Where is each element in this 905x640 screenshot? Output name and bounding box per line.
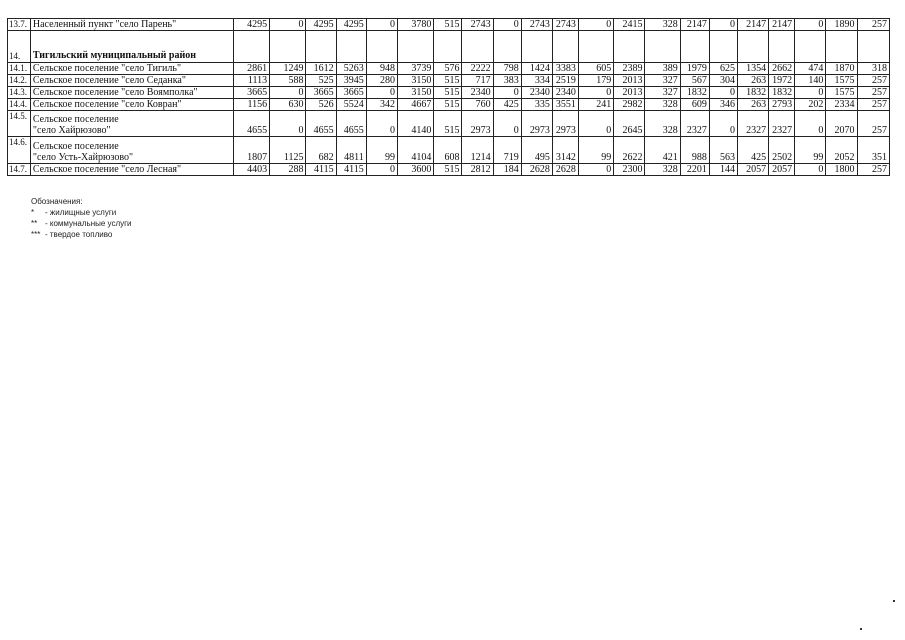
value-cell: 2861	[233, 63, 269, 75]
value-cell: 2973	[552, 111, 578, 137]
value-cell: 1575	[826, 87, 857, 99]
value-cell: 0	[795, 111, 826, 137]
value-cell: 3665	[306, 87, 336, 99]
value-cell: 2300	[614, 164, 645, 176]
value-cell: 334	[521, 75, 552, 87]
value-cell: 625	[709, 63, 737, 75]
value-cell: 2340	[521, 87, 552, 99]
value-cell: 2013	[614, 75, 645, 87]
empty-cell	[306, 31, 336, 63]
row-number: 14.1.	[8, 63, 31, 75]
legend-symbol: *	[31, 208, 35, 217]
value-cell: 140	[795, 75, 826, 87]
scan-dot-mark	[860, 628, 862, 630]
value-cell: 342	[366, 99, 397, 111]
value-cell: 4655	[336, 111, 366, 137]
value-cell: 2982	[614, 99, 645, 111]
value-cell: 608	[434, 137, 462, 164]
value-cell: 2662	[769, 63, 795, 75]
value-cell: 2052	[826, 137, 857, 164]
value-cell: 0	[493, 111, 521, 137]
value-cell: 515	[434, 164, 462, 176]
value-cell: 2340	[462, 87, 493, 99]
value-cell: 0	[270, 111, 306, 137]
settlement-name-line: Населенный пункт "село Парень"	[32, 19, 177, 30]
value-cell: 2147	[737, 19, 768, 31]
empty-cell	[857, 31, 889, 63]
legend-text: - коммунальные услуги	[45, 219, 132, 228]
value-cell: 263	[737, 75, 768, 87]
value-cell: 328	[645, 164, 680, 176]
value-cell: 5524	[336, 99, 366, 111]
value-cell: 1807	[233, 137, 269, 164]
value-cell: 99	[795, 137, 826, 164]
data-table	[7, 18, 890, 176]
empty-cell	[366, 31, 397, 63]
value-cell: 4104	[397, 137, 433, 164]
value-cell: 2415	[614, 19, 645, 31]
value-cell: 2389	[614, 63, 645, 75]
value-cell: 421	[645, 137, 680, 164]
value-cell: 3945	[336, 75, 366, 87]
value-cell: 588	[270, 75, 306, 87]
table-row	[8, 19, 890, 31]
legend-text: - твердое топливо	[45, 230, 113, 239]
scan-dot-mark	[893, 600, 895, 602]
value-cell: 948	[366, 63, 397, 75]
value-cell: 2057	[737, 164, 768, 176]
legend-symbol: **	[31, 219, 38, 228]
row-number: 14.7.	[8, 164, 31, 176]
value-cell: 5263	[336, 63, 366, 75]
value-cell: 563	[709, 137, 737, 164]
table-row	[8, 87, 890, 99]
value-cell: 1575	[826, 75, 857, 87]
table-row	[8, 99, 890, 111]
value-cell: 1156	[233, 99, 269, 111]
value-cell: 1214	[462, 137, 493, 164]
value-cell: 2340	[552, 87, 578, 99]
value-cell: 1832	[680, 87, 709, 99]
settlement-name-cell	[30, 164, 233, 176]
value-cell: 346	[709, 99, 737, 111]
legend-item-solid-fuel	[31, 229, 132, 240]
row-number: 14.6.	[8, 137, 31, 164]
value-cell: 0	[578, 87, 613, 99]
value-cell: 605	[578, 63, 613, 75]
table-body	[8, 19, 890, 176]
settlement-name-line: Сельское поселение	[32, 114, 119, 125]
value-cell: 2793	[769, 99, 795, 111]
value-cell: 2334	[826, 99, 857, 111]
value-cell: 717	[462, 75, 493, 87]
value-cell: 4811	[336, 137, 366, 164]
value-cell: 2057	[769, 164, 795, 176]
value-cell: 280	[366, 75, 397, 87]
settlement-name-line: "село Хайрюзово"	[32, 125, 111, 136]
settlement-name-line: "село Усть-Хайрюзово"	[32, 152, 134, 163]
row-number: 14.	[8, 31, 31, 63]
value-cell: 515	[434, 87, 462, 99]
value-cell: 0	[795, 19, 826, 31]
value-cell: 327	[645, 87, 680, 99]
value-cell: 257	[857, 75, 889, 87]
table-row	[8, 75, 890, 87]
settlement-name-cell	[30, 75, 233, 87]
value-cell: 3142	[552, 137, 578, 164]
value-cell: 144	[709, 164, 737, 176]
value-cell: 0	[709, 111, 737, 137]
value-cell: 0	[709, 87, 737, 99]
value-cell: 257	[857, 99, 889, 111]
value-cell: 263	[737, 99, 768, 111]
value-cell: 0	[709, 19, 737, 31]
table-row	[8, 111, 890, 137]
value-cell: 425	[493, 99, 521, 111]
settlement-name-line: Сельское поселение "село Лесная"	[32, 164, 182, 175]
value-cell: 328	[645, 99, 680, 111]
value-cell: 288	[270, 164, 306, 176]
value-cell: 4295	[233, 19, 269, 31]
value-cell: 798	[493, 63, 521, 75]
value-cell: 576	[434, 63, 462, 75]
value-cell: 0	[795, 87, 826, 99]
empty-cell	[769, 31, 795, 63]
settlement-name-cell	[30, 137, 233, 164]
value-cell: 630	[270, 99, 306, 111]
value-cell: 3665	[233, 87, 269, 99]
value-cell: 1890	[826, 19, 857, 31]
table-row	[8, 137, 890, 164]
value-cell: 4667	[397, 99, 433, 111]
value-cell: 257	[857, 19, 889, 31]
empty-cell	[614, 31, 645, 63]
value-cell: 2743	[521, 19, 552, 31]
value-cell: 304	[709, 75, 737, 87]
value-cell: 3600	[397, 164, 433, 176]
settlement-name-cell	[30, 99, 233, 111]
settlement-name-line: Сельское поселение "село Ковран"	[32, 99, 182, 110]
empty-cell	[521, 31, 552, 63]
value-cell: 495	[521, 137, 552, 164]
value-cell: 3780	[397, 19, 433, 31]
row-number: 14.3.	[8, 87, 31, 99]
value-cell: 1354	[737, 63, 768, 75]
value-cell: 2222	[462, 63, 493, 75]
legend-item-housing	[31, 207, 132, 218]
value-cell: 760	[462, 99, 493, 111]
value-cell: 0	[578, 19, 613, 31]
value-cell: 328	[645, 111, 680, 137]
value-cell: 389	[645, 63, 680, 75]
row-number: 13.7.	[8, 19, 31, 31]
value-cell: 202	[795, 99, 826, 111]
value-cell: 609	[680, 99, 709, 111]
legend	[31, 196, 132, 240]
value-cell: 2743	[462, 19, 493, 31]
value-cell: 0	[795, 164, 826, 176]
value-cell: 179	[578, 75, 613, 87]
value-cell: 99	[366, 137, 397, 164]
value-cell: 2973	[521, 111, 552, 137]
value-cell: 1832	[737, 87, 768, 99]
value-cell: 383	[493, 75, 521, 87]
settlement-name-line: Сельское поселение "село Тигиль"	[32, 63, 182, 74]
empty-cell	[493, 31, 521, 63]
empty-cell	[233, 31, 269, 63]
empty-cell	[737, 31, 768, 63]
settlement-name-cell	[30, 31, 233, 63]
value-cell: 2628	[521, 164, 552, 176]
value-cell: 474	[795, 63, 826, 75]
value-cell: 1113	[233, 75, 269, 87]
value-cell: 1832	[769, 87, 795, 99]
value-cell: 988	[680, 137, 709, 164]
value-cell: 328	[645, 19, 680, 31]
empty-cell	[709, 31, 737, 63]
value-cell: 525	[306, 75, 336, 87]
district-name: Тигильский муниципальный район	[32, 50, 197, 61]
value-cell: 0	[366, 19, 397, 31]
value-cell: 241	[578, 99, 613, 111]
legend-text: - жилищные услуги	[45, 208, 117, 217]
value-cell: 0	[270, 19, 306, 31]
value-cell: 2743	[552, 19, 578, 31]
value-cell: 184	[493, 164, 521, 176]
value-cell: 2327	[680, 111, 709, 137]
value-cell: 4295	[306, 19, 336, 31]
district-header-row	[8, 31, 890, 63]
value-cell: 335	[521, 99, 552, 111]
empty-cell	[462, 31, 493, 63]
value-cell: 515	[434, 75, 462, 87]
empty-cell	[578, 31, 613, 63]
settlement-name-cell	[30, 111, 233, 137]
value-cell: 0	[578, 164, 613, 176]
value-cell: 425	[737, 137, 768, 164]
value-cell: 3739	[397, 63, 433, 75]
value-cell: 4115	[306, 164, 336, 176]
row-number: 14.2.	[8, 75, 31, 87]
value-cell: 2973	[462, 111, 493, 137]
value-cell: 526	[306, 99, 336, 111]
value-cell: 1424	[521, 63, 552, 75]
value-cell: 0	[366, 87, 397, 99]
value-cell: 1800	[826, 164, 857, 176]
value-cell: 2327	[769, 111, 795, 137]
value-cell: 515	[434, 111, 462, 137]
value-cell: 2622	[614, 137, 645, 164]
value-cell: 2013	[614, 87, 645, 99]
settlement-name-cell	[30, 87, 233, 99]
value-cell: 4655	[306, 111, 336, 137]
value-cell: 2147	[769, 19, 795, 31]
value-cell: 257	[857, 111, 889, 137]
value-cell: 2628	[552, 164, 578, 176]
value-cell: 0	[366, 111, 397, 137]
settlement-name-line: Сельское поселение	[32, 141, 119, 152]
table-row	[8, 63, 890, 75]
data-sheet	[7, 18, 890, 176]
value-cell: 2201	[680, 164, 709, 176]
value-cell: 4115	[336, 164, 366, 176]
settlement-name-cell	[30, 63, 233, 75]
value-cell: 1125	[270, 137, 306, 164]
value-cell: 1612	[306, 63, 336, 75]
value-cell: 0	[578, 111, 613, 137]
row-number: 14.4.	[8, 99, 31, 111]
empty-cell	[336, 31, 366, 63]
legend-title: Обозначения:	[31, 197, 83, 206]
value-cell: 2327	[737, 111, 768, 137]
settlement-name-line: Сельское поселение "село Воямполка"	[32, 87, 198, 98]
value-cell: 682	[306, 137, 336, 164]
value-cell: 1870	[826, 63, 857, 75]
value-cell: 1979	[680, 63, 709, 75]
value-cell: 3383	[552, 63, 578, 75]
settlement-name-line: Сельское поселение "село Седанка"	[32, 75, 186, 86]
empty-cell	[680, 31, 709, 63]
value-cell: 4295	[336, 19, 366, 31]
value-cell: 318	[857, 63, 889, 75]
value-cell: 2645	[614, 111, 645, 137]
legend-symbol: ***	[31, 230, 41, 239]
empty-cell	[645, 31, 680, 63]
value-cell: 4655	[233, 111, 269, 137]
empty-cell	[397, 31, 433, 63]
value-cell: 4140	[397, 111, 433, 137]
value-cell: 2519	[552, 75, 578, 87]
settlement-name-cell	[30, 19, 233, 31]
value-cell: 2502	[769, 137, 795, 164]
value-cell: 4403	[233, 164, 269, 176]
value-cell: 257	[857, 87, 889, 99]
value-cell: 3150	[397, 75, 433, 87]
value-cell: 515	[434, 99, 462, 111]
value-cell: 0	[493, 19, 521, 31]
value-cell: 99	[578, 137, 613, 164]
value-cell: 1972	[769, 75, 795, 87]
value-cell: 2812	[462, 164, 493, 176]
value-cell: 2070	[826, 111, 857, 137]
value-cell: 0	[493, 87, 521, 99]
value-cell: 567	[680, 75, 709, 87]
value-cell: 3551	[552, 99, 578, 111]
value-cell: 327	[645, 75, 680, 87]
empty-cell	[795, 31, 826, 63]
empty-cell	[826, 31, 857, 63]
empty-cell	[434, 31, 462, 63]
legend-item-utilities	[31, 218, 132, 229]
value-cell: 0	[270, 87, 306, 99]
value-cell: 3665	[336, 87, 366, 99]
value-cell: 257	[857, 164, 889, 176]
table-row	[8, 164, 890, 176]
value-cell: 719	[493, 137, 521, 164]
value-cell: 351	[857, 137, 889, 164]
value-cell: 1249	[270, 63, 306, 75]
value-cell: 2147	[680, 19, 709, 31]
row-number: 14.5.	[8, 111, 31, 137]
value-cell: 0	[366, 164, 397, 176]
empty-cell	[270, 31, 306, 63]
value-cell: 3150	[397, 87, 433, 99]
value-cell: 515	[434, 19, 462, 31]
empty-cell	[552, 31, 578, 63]
